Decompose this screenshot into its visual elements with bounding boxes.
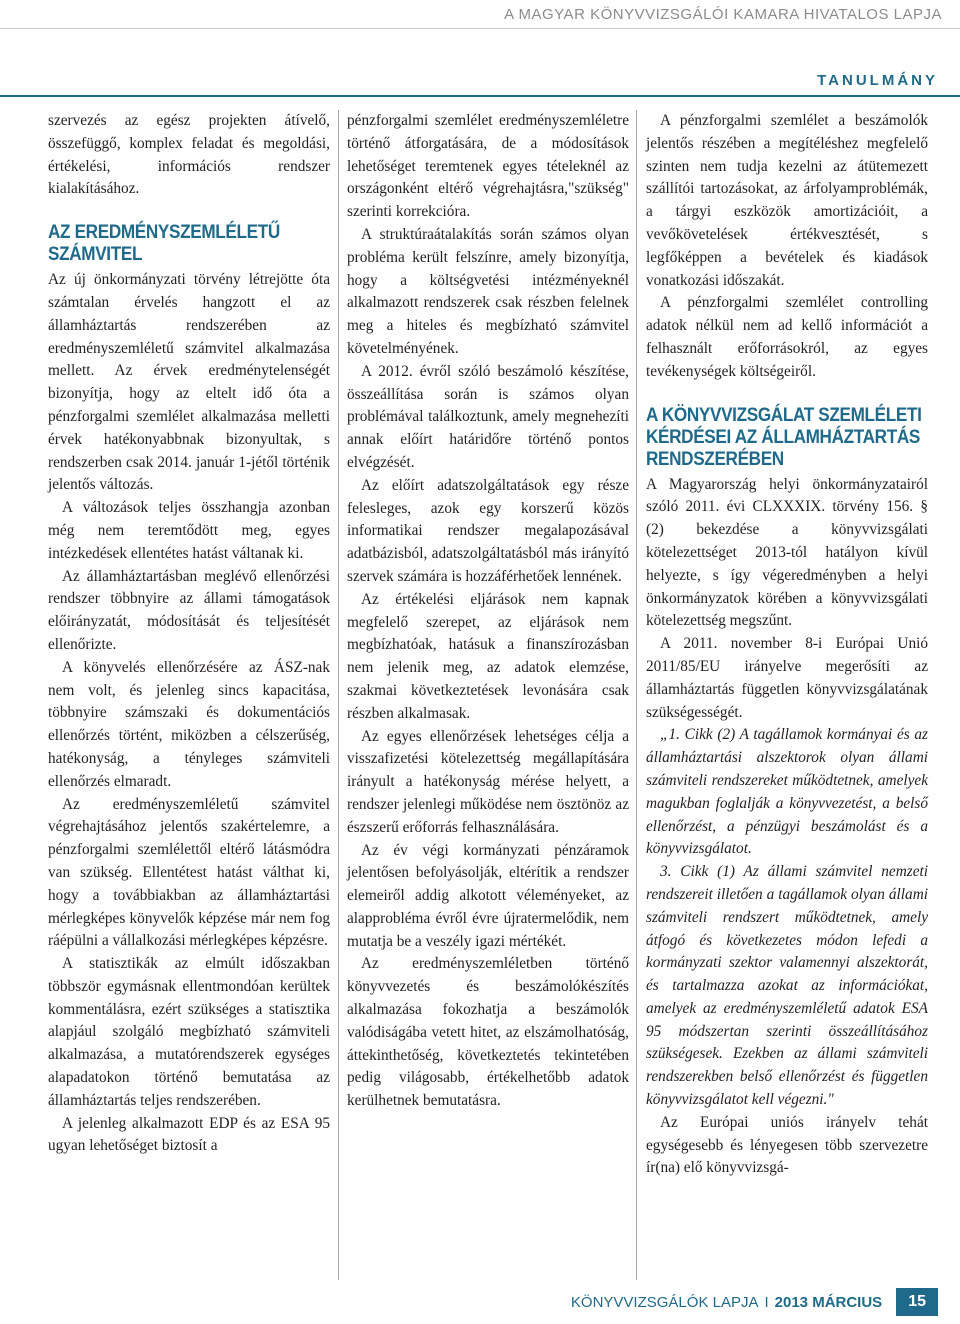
footer-journal-name: KÖNYVVIZSGÁLÓK LAPJA: [570, 1293, 759, 1311]
paragraph: Az új önkormányzati törvény létrejötte óta számtalan érvelés hangzott el az államháztartás rendszerében az eredményszemléletű számvitel alkalmazása mellett. Az érvek eredménytelenségét bizonyítja, hogy az eltelt idő óta a pénzforgalmi szemlélet alkalmazása melletti érvek hatékonyabbnak bizonyultak, s rendszerben csak 2014. január 1-jétől történik jelentős változás.: [48, 271, 330, 494]
quote-paragraph: 3. Cikk (1) Az állami számvitel nemzeti rendszereit illetően a tagállamok olyan állami számviteli rendszert működtetnek, amely átfogó és következetes módon lefedi a kormányzati szektor valamennyi alszektorát, és tartalmazza azokat az információkat, amelyek az eredményszemléletű adatok ESA 95 módszertan szerinti összeállításához szükségesek. Ezekben az állami számviteli rendszerekben belső ellenőrzést és független könyvvizsgálatot kell végezni.": [646, 863, 928, 1109]
column-divider-right: [636, 110, 637, 1280]
text-column-3: [646, 110, 928, 1180]
column-divider-left: [338, 110, 339, 1280]
paragraph: A statisztikák az elmúlt időszakban többször egymásnak ellentmondóan kerültek kommentálásra, ezért szükséges a statisztika alapjául szolgáló megbízható számviteli alkalmazása, a mutatórendszerek egységes alapadatokon történő bemutatása az államháztartás teljes rendszerében.: [48, 955, 330, 1109]
paragraph: Az előírt adatszolgáltatások egy része felesleges, azok egy korszerű közös informatikai rendszer megalapozásával adatbázisból, adatszolgáltatásból más irányító szervek számára is hozzáférhetőek lennének.: [347, 476, 629, 585]
journal-header-title: A MAGYAR KÖNYVVIZSGÁLÓI KAMARA HIVATALOS LAPJA: [504, 6, 942, 23]
paragraph: szervezés az egész projekten átívelő, összefüggő, komplex feladat és megoldási, értékelési, információs rendszer kialakításához.: [48, 112, 330, 198]
text-column-1: [48, 110, 330, 1158]
paragraph: Az államháztartásban meglévő ellenőrzési rendszer többnyire az állami támogatások előirányzatát, módosítását és teljesítését ellenőrizte.: [48, 567, 330, 653]
paragraph: Az értékelési eljárások nem kapnak megfelelő szerepet, az eljárások nem megbízhatóak, hatásuk a finanszírozásban nem jelenik meg, az adatok elemzése, szakmai következtetések levonására csak részben alkalmasak.: [347, 590, 629, 722]
page-footer: [571, 1288, 938, 1316]
section-label: TANULMÁNY: [817, 72, 938, 89]
paragraph: A jelenleg alkalmazott EDP és az ESA 95 ugyan lehetőséget biztosít a: [48, 1114, 330, 1155]
paragraph: Az eredményszemléletben történő könyvvezetés és beszámolókészítés alkalmazása fokozhatja a beszámolók valódiságába vetett hitet, az elszámolhatóság, áttekinthetőség, következtetés tekintetében pedig világosabb, értékelhetőbb adatok kerülhetnek bemutatásra.: [347, 955, 629, 1110]
paragraph: A pénzforgalmi szemlélet controlling adatok nélkül nem ad kellő információt a felhasznált erőforrásokról, az egyes tevékenységek költségeiről.: [646, 294, 928, 380]
text-column-2: [347, 110, 629, 1113]
paragraph: A könyvelés ellenőrzésére az ÁSZ-nak nem volt, és jelenleg sincs kapacitása, többnyire számszaki és dokumentációs ellenőrzés történt, miközben a célszerűség, hatékonyság, a tényleges számviteli ellenőrzés elmaradt.: [48, 658, 330, 790]
paragraph: A 2011. november 8-i Európai Unió 2011/85/EU irányelve megerősíti az államháztartás független könyvvizsgálatának szükségességét.: [646, 635, 928, 721]
section-heading: A KÖNYVVIZSGÁLAT SZEMLÉLETI KÉRDÉSEI AZ ÁLLAMHÁZTARTÁS RENDSZERÉBEN: [646, 403, 922, 470]
section-rule: [0, 95, 960, 97]
footer-separator: I: [764, 1293, 769, 1311]
paragraph: Az eredményszemléletű számvitel végrehajtásához jelentős szakértelemre, a pénzforgalmi szemlélettől eltérő látásmódra van szükség. Ellentétest hatást válthat ki, hogy a továbbiakban az államháztartási mérlegképes könyvelők képzése már nem fog ráépülni a vállalkozási mérlegképes képzésre.: [48, 795, 330, 950]
paragraph: Az egyes ellenőrzések lehetséges célja a visszafizetési kötelezettség megállapítására irányult a hatékonyság mérése helyett, a rendszer jelenlegi működése nem ösztönöz az észszerű erőforrás felhasználására.: [347, 727, 629, 836]
paragraph: Az év végi kormányzati pénzáramok jelentősen befolyásolják, eltérítik a rendszer elemeiről addig alkotott véleményeket, az alapprobléma évről évre újratermelődik, nem mutatja be a veszély igazi mértékét.: [347, 841, 629, 950]
paragraph: A pénzforgalmi szemlélet a beszámolók jelentős részében a megítéléshez megfelelő szinten nem tudja kezelni az átütemezett szállítói tartozásokat, az árfolyamproblémák, a tárgyi eszközök amortizációit, a vevőkövetelések értékvesztését, s legfőképpen a bevételek és kiadások vonatkozási időszakát.: [646, 112, 928, 289]
paragraph: A struktúraátalakítás során számos olyan probléma került felszínre, amely bizonyítja, hogy a költségvetési intézményeknél alkalmazott rendszerek csak részben felelnek meg a hiteles és megbízható számvitel követelményének.: [347, 225, 629, 357]
section-heading: AZ EREDMÉNYSZEMLÉLETŰ SZÁMVITEL: [48, 221, 280, 266]
paragraph: Az Európai uniós irányelv tehát egységesebb és lényegesen több szervezetre ír(na) elő könyvvizsgá-: [646, 1113, 928, 1177]
page-number: 15: [896, 1288, 938, 1316]
paragraph: pénzforgalmi szemlélet eredményszemléletre történő átforgatására, de a módosítások lehetőséget teremtenek egyes tételeknél az országonként eltérő végrehajtásra,"szükség" szerinti korrekcióra.: [347, 112, 629, 221]
quote-paragraph: „1. Cikk (2) A tagállamok kormányai és az államháztartási alszektorok olyan állami számviteli rendszereket működtetnek, amelyek magukban foglalják a könyvvezetést, a belső ellenőrzést, a pénzügyi beszámolást és a könyvvizsgálatot.: [646, 726, 928, 858]
paragraph: A Magyarország helyi önkormányzatairól szóló 2011. évi CLXXXIX. törvény 156. § (2) bekezdése a könyvvizsgálati kötelezettséget 2013-tól hatályon kívül helyezte, s így végeredményben a helyi önkormányzatok körében a könyvvizsgálati kötelezettség megszűnt.: [646, 475, 928, 630]
footer-issue-date: 2013 MÁRCIUS: [774, 1293, 883, 1311]
header-rule: [0, 28, 960, 29]
paragraph: A 2012. évről szóló beszámoló készítése, összeállítása során is számos olyan problémával találkoztunk, amely megnehezíti annak előírt határidőre történő pontos elvégzését.: [347, 362, 629, 471]
paragraph: A változások teljes összhangja azonban még nem teremtődött meg, egyes intézkedések ellentétes hatást váltanak ki.: [48, 499, 330, 562]
